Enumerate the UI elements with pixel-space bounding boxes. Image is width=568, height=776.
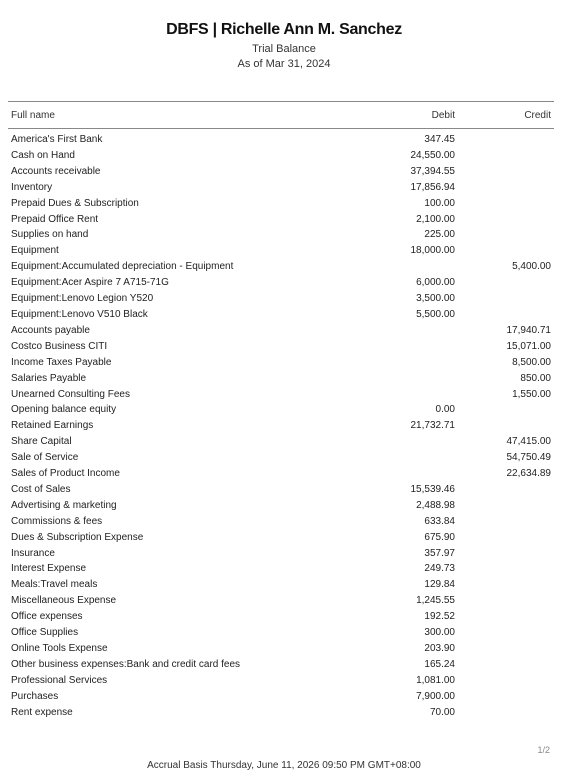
debit-cell: 675.90 — [424, 531, 455, 543]
account-name-cell: Office Supplies — [11, 627, 79, 639]
credit-cell — [458, 180, 554, 196]
trial-balance-table — [8, 101, 554, 721]
credit-cell — [458, 641, 554, 657]
debit-cell: 17,856.94 — [410, 181, 455, 193]
debit-cell — [360, 339, 458, 355]
credit-cell — [458, 593, 554, 609]
account-name-cell: Purchases — [11, 690, 59, 702]
credit-cell — [458, 418, 554, 434]
credit-cell — [458, 689, 554, 705]
debit-cell: 18,000.00 — [410, 245, 455, 257]
account-name-cell: Unearned Consulting Fees — [11, 388, 130, 400]
account-name-cell: Equipment — [11, 245, 59, 257]
debit-cell: 165.24 — [424, 658, 455, 670]
debit-cell: 24,550.00 — [410, 149, 455, 161]
report-header — [0, 20, 568, 72]
account-name-cell: Equipment:Accumulated depreciation - Equipment — [11, 261, 234, 273]
account-name-cell: Interest Expense — [11, 563, 87, 575]
account-name-cell: Office expenses — [11, 611, 83, 623]
account-name-cell: Sales of Product Income — [11, 468, 120, 480]
credit-cell — [458, 275, 554, 291]
credit-cell: 5,400.00 — [512, 261, 551, 273]
credit-cell — [458, 577, 554, 593]
table-row — [8, 307, 554, 323]
account-name-cell: Online Tools Expense — [11, 643, 108, 654]
table-row — [8, 291, 554, 307]
table-row — [8, 387, 554, 403]
column-header-debit: Debit — [360, 102, 458, 129]
table-row — [8, 355, 554, 371]
account-name-cell: Share Capital — [11, 436, 72, 448]
table-header — [8, 102, 554, 129]
account-name-cell: Prepaid Office Rent — [11, 213, 99, 225]
debit-cell: 225.00 — [424, 229, 455, 241]
debit-cell — [360, 387, 458, 403]
account-name-cell: Prepaid Dues & Subscription — [11, 197, 139, 209]
table-row — [8, 450, 554, 466]
table-row — [8, 259, 554, 275]
table-row — [8, 641, 554, 657]
debit-cell: 6,000.00 — [416, 277, 455, 289]
credit-cell: 17,940.71 — [506, 324, 551, 336]
table-row — [8, 689, 554, 705]
credit-cell — [458, 148, 554, 164]
table-row — [8, 243, 554, 259]
debit-cell: 100.00 — [424, 197, 455, 209]
account-name-cell: Advertising & marketing — [11, 499, 117, 511]
debit-cell — [360, 466, 458, 482]
credit-cell — [458, 530, 554, 546]
table-body — [8, 129, 554, 721]
page-number: 1/2 — [537, 745, 550, 755]
trial-balance-table-container — [8, 101, 554, 721]
account-name-cell: America's First Bank — [11, 134, 103, 145]
debit-cell — [360, 371, 458, 387]
report-title: Trial Balance — [252, 43, 316, 55]
account-name-cell: Equipment:Acer Aspire 7 A715-71G — [11, 277, 169, 289]
table-row — [8, 434, 554, 450]
credit-cell: 22,634.89 — [506, 468, 551, 480]
credit-cell — [458, 482, 554, 498]
table-row — [8, 275, 554, 291]
account-name-cell: Dues & Subscription Expense — [11, 531, 144, 543]
account-name-cell: Insurance — [11, 547, 55, 559]
column-header-full-name: Full name — [8, 102, 360, 129]
table-row — [8, 546, 554, 562]
account-name-cell: Inventory — [11, 181, 53, 193]
table-row — [8, 609, 554, 625]
column-header-credit: Credit — [458, 102, 554, 129]
account-name-cell: Opening balance equity — [11, 404, 117, 416]
table-row — [8, 402, 554, 418]
table-row — [8, 227, 554, 243]
debit-cell: 1,245.55 — [416, 595, 455, 607]
table-row — [8, 148, 554, 164]
account-name-cell: Accounts receivable — [11, 165, 101, 177]
credit-cell — [458, 498, 554, 514]
table-row — [8, 561, 554, 577]
report-footer: Accrual Basis Thursday, June 11, 2026 09:50 PM GMT+08:00 — [147, 760, 421, 771]
table-row — [8, 323, 554, 339]
debit-cell: 1,081.00 — [416, 674, 455, 686]
credit-cell — [458, 705, 554, 721]
debit-cell: 129.84 — [424, 579, 455, 591]
credit-cell — [458, 227, 554, 243]
account-name-cell: Accounts payable — [11, 324, 90, 336]
debit-cell: 7,900.00 — [416, 690, 455, 702]
debit-cell — [360, 323, 458, 339]
debit-cell: 300.00 — [424, 627, 455, 639]
account-name-cell: Supplies on hand — [11, 229, 89, 241]
table-row — [8, 625, 554, 641]
credit-cell — [458, 164, 554, 180]
account-name-cell: Retained Earnings — [11, 420, 94, 432]
debit-cell: 357.97 — [424, 547, 455, 559]
credit-cell — [458, 212, 554, 228]
table-header-row — [8, 102, 554, 129]
table-row — [8, 132, 554, 148]
account-name-cell: Professional Services — [11, 674, 108, 686]
credit-cell — [458, 243, 554, 259]
credit-cell — [458, 657, 554, 673]
debit-cell — [360, 259, 458, 275]
table-row — [8, 339, 554, 355]
debit-cell: 5,500.00 — [416, 308, 455, 320]
table-row — [8, 673, 554, 689]
credit-cell — [458, 561, 554, 577]
table-row — [8, 705, 554, 721]
credit-cell — [458, 625, 554, 641]
table-row — [8, 482, 554, 498]
credit-cell: 1,550.00 — [512, 388, 551, 400]
table-row — [8, 196, 554, 212]
table-row — [8, 577, 554, 593]
account-name-cell: Cash on Hand — [11, 149, 75, 161]
credit-cell: 54,750.49 — [506, 452, 551, 464]
report-date: As of Mar 31, 2024 — [237, 58, 331, 70]
debit-cell: 249.73 — [424, 563, 455, 575]
table-row — [8, 498, 554, 514]
debit-cell — [360, 434, 458, 450]
debit-cell: 3,500.00 — [416, 293, 455, 305]
debit-cell: 15,539.46 — [410, 483, 455, 495]
debit-cell: 203.90 — [424, 643, 455, 654]
table-row — [8, 212, 554, 228]
table-row — [8, 657, 554, 673]
table-row — [8, 164, 554, 180]
credit-cell — [458, 132, 554, 148]
account-name-cell: Cost of Sales — [11, 483, 71, 495]
company-name: DBFS | Richelle Ann M. Sanchez — [166, 21, 402, 38]
credit-cell — [458, 609, 554, 625]
credit-cell: 8,500.00 — [512, 356, 551, 368]
account-name-cell: Meals:Travel meals — [11, 579, 98, 591]
credit-cell: 850.00 — [520, 372, 551, 384]
debit-cell — [360, 355, 458, 371]
account-name-cell: Equipment:Lenovo Legion Y520 — [11, 293, 154, 305]
table-row — [8, 466, 554, 482]
debit-cell: 37,394.55 — [410, 165, 455, 177]
credit-cell: 15,071.00 — [506, 340, 551, 352]
credit-cell — [458, 546, 554, 562]
debit-cell — [360, 450, 458, 466]
account-name-cell: Equipment:Lenovo V510 Black — [11, 308, 148, 320]
account-name-cell: Commissions & fees — [11, 515, 103, 527]
account-name-cell: Rent expense — [11, 706, 73, 718]
debit-cell: 633.84 — [424, 515, 455, 527]
credit-cell — [458, 196, 554, 212]
debit-cell: 70.00 — [429, 706, 455, 718]
debit-cell: 2,488.98 — [416, 499, 455, 511]
credit-cell — [458, 402, 554, 418]
credit-cell — [458, 291, 554, 307]
credit-cell — [458, 514, 554, 530]
account-name-cell: Miscellaneous Expense — [11, 595, 117, 607]
debit-cell: 0.00 — [435, 404, 455, 416]
account-name-cell: Salaries Payable — [11, 372, 87, 384]
debit-cell: 192.52 — [424, 611, 455, 623]
account-name-cell: Costco Business CITI — [11, 340, 108, 352]
account-name-cell: Sale of Service — [11, 452, 79, 464]
account-name-cell: Other business expenses:Bank and credit card fees — [11, 658, 241, 670]
credit-cell — [458, 307, 554, 323]
debit-cell: 21,732.71 — [410, 420, 455, 432]
debit-cell: 347.45 — [424, 134, 455, 145]
table-row — [8, 418, 554, 434]
table-row — [8, 514, 554, 530]
table-row — [8, 371, 554, 387]
credit-cell: 47,415.00 — [506, 436, 551, 448]
table-row — [8, 593, 554, 609]
table-row — [8, 530, 554, 546]
debit-cell: 2,100.00 — [416, 213, 455, 225]
credit-cell — [458, 673, 554, 689]
account-name-cell: Income Taxes Payable — [11, 356, 112, 368]
table-row — [8, 180, 554, 196]
